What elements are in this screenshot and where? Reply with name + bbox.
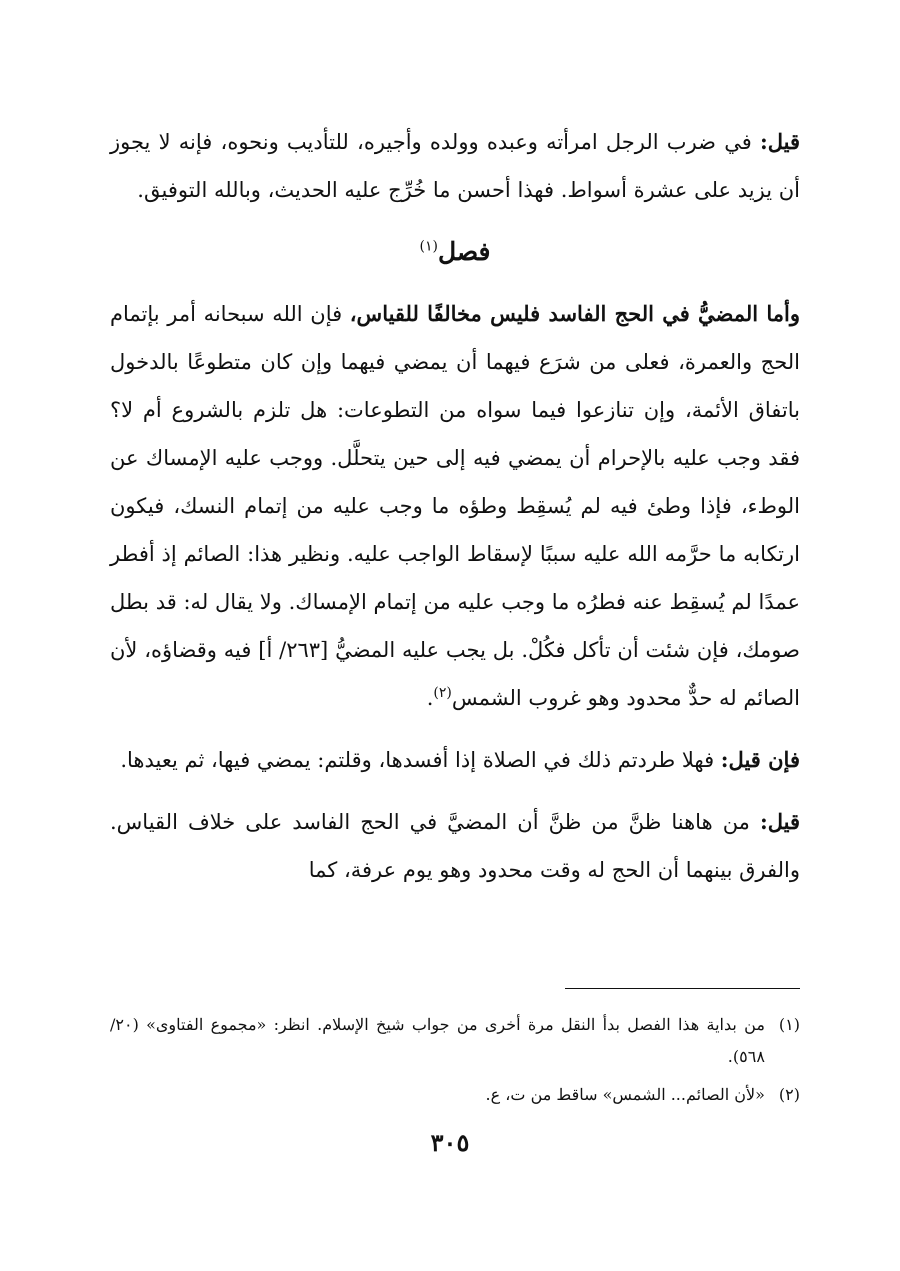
paragraph-text: فهلا طردتم ذلك في الصلاة إذا أفسدها، وقلتم: يمضي فيها، ثم يعيدها. [120,748,721,772]
main-text [110,118,800,894]
footnote-divider [565,988,800,989]
footnote-number: (١) [778,1015,800,1034]
paragraph-4 [110,798,800,894]
paragraph-lead: فإن قيل: [720,747,800,772]
paragraph-2 [110,290,800,722]
footnote-ref[interactable]: (٢) [433,685,452,701]
paragraph-lead: قيل: [759,129,800,154]
paragraph-end: . [426,686,434,710]
footnotes [110,988,800,1117]
paragraph-text: في ضرب الرجل امرأته وعبده وولده وأجيره، للتأديب ونحوه، فإنه لا يجوز أن يزيد على عشرة أسواط. فهذا أحسن ما خُرِّج عليه الحديث، وبالله التوفيق. [110,130,800,202]
footnote-2 [110,1079,800,1111]
section-heading [110,232,800,272]
paragraph-lead: وأما المضيُّ في الحج الفاسد فليس مخالفًا للقياس، [349,301,800,326]
paragraph-text: من هاهنا ظنَّ من ظنَّ أن المضيَّ في الحج الفاسد على خلاف القياس. والفرق بينهما أن الحج له وقت محدود وهو يوم عرفة، كما [110,810,800,882]
footnote-ref[interactable]: (١) [419,238,438,255]
footnote-number: (٢) [778,1085,800,1104]
paragraph-lead: قيل: [759,809,800,834]
footnote-text: «لأن الصائم... الشمس» ساقط من ت، ع. [485,1085,765,1104]
footnote-text: من بداية هذا الفصل بدأ النقل مرة أخرى من جواب شيخ الإسلام. انظر: «مجموع الفتاوى» (٢٠/ ٥٦٨). [110,1015,765,1066]
paragraph-1 [110,118,800,214]
paragraph-3 [110,736,800,784]
page-number: ٣٠٥ [430,1128,470,1157]
section-title: فصل [437,237,491,266]
footnote-1 [110,1009,800,1073]
paragraph-text: فإن الله سبحانه أمر بإتمام الحج والعمرة، فعلى من شرَع فيهما أن يمضي فيهما وإن كان متطوعًا بالدخول باتفاق الأئمة، وإن تنازعوا فيما سواه من التطوعات: هل تلزم بالشروع أم لا؟ فقد وجب عليه بالإحرام أن يمضي فيه إلى حين يتحلَّل. ووجب عليه الإمساك عن الوطء، فإذا وطئ فيه لم يُسقِط وطؤه ما وجب عليه من إتمام النسك، فيكون ارتكابه ما حرَّمه الله عليه سببًا لإسقاط الواجب عليه. ونظير هذا: الصائم إذ أفطر عمدًا لم يُسقِط عنه فطرُه ما وجب عليه من إتمام الإمساك. ولا يقال له: قد بطل صومك، فإن شئت أن تأكل فكُلْ. بل يجب عليه المضيُّ [٢٦٣/ أ] فيه وقضاؤه، لأن الصائم له حدٌّ محدود وهو غروب الشمس [110,302,800,710]
